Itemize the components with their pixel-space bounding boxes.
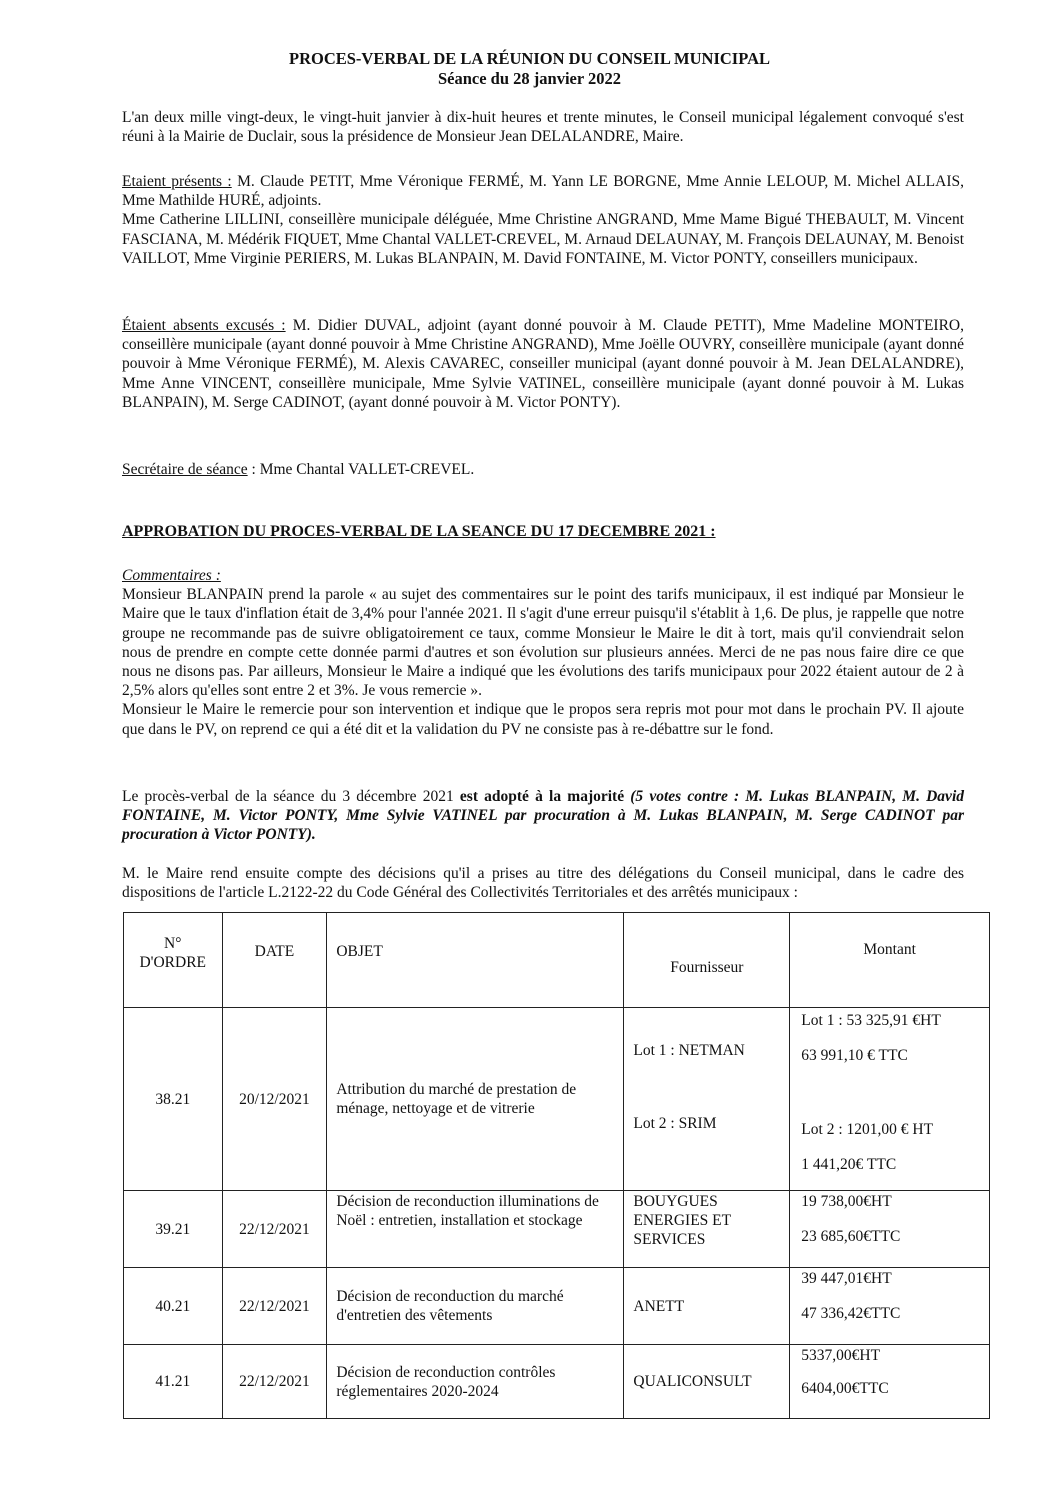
absents-paragraph [122, 316, 964, 412]
row-date: 22/12/2021 [222, 1345, 327, 1419]
row-montant: 19 738,00€HT 23 685,60€TTC [790, 1191, 990, 1268]
row-num: 40.21 [124, 1268, 223, 1345]
row-date: 22/12/2021 [222, 1191, 327, 1268]
row-fournisseur: QUALICONSULT [624, 1345, 790, 1419]
vote-paragraph [122, 787, 964, 845]
comment-blanpain: Monsieur BLANPAIN prend la parole « au sujet des commentaires sur le point des tarifs municipaux, il est indiqué par Monsieur le Maire que le taux d'inflation était de 3,4% pour l'année 2021. Il s'agit d'une erreur puisqu'il s'établit à 1,6. De plus, je rappelle que notre groupe ne recommande pas de suivre obligatoirement ce taux, comme Monsieur le Maire le dit à tort, mais qu'il conviendrait selon nous de prendre en compte cette donnée parmi d'autres et son évolution sur plusieurs années. Merci de ne pas nous faire dire ce que nous ne disons pas. Par ailleurs, Monsieur le Maire a indiqué que les évolutions des tarifs municipaux pour 2022 étaient autour de 2 à 2,5% alors qu'elles sont entre 2 et 3%. Je vous remercie ». [122, 586, 964, 700]
document-title: PROCES-VERBAL DE LA RÉUNION DU CONSEIL MUNICIPAL [288, 49, 770, 68]
presents-conseillers: Mme Catherine LILLINI, conseillère municipale déléguée, Mme Christine ANGRAND, Mme Mame Bigué THEBAULT, M. Vincent FASCIANA, M. Médérik FIQUET, Mme Chantal VALLET-CREVEL, M. Arnaud DELAUNAY, M. François DELAUNAY, M. Benoist VAILLOT, Mme Virginie PERIERS, M. Lukas BLANPAIN, M. David FONTAINE, M. Victor PONTY, conseillers municipaux. [122, 211, 964, 267]
row-objet: Décision de reconduction contrôles réglementaires 2020-2024 [327, 1345, 624, 1419]
document-subtitle: Séance du 28 janvier 2022 [437, 69, 622, 88]
secretaire-label: Secrétaire de séance [122, 461, 248, 478]
row-objet: Attribution du marché de prestation de ménage, nettoyage et de vitrerie [327, 1008, 624, 1191]
row-fournisseur: BOUYGUES ENERGIES ET SERVICES [624, 1191, 790, 1268]
row-montant: 39 447,01€HT 47 336,42€TTC [790, 1268, 990, 1345]
table-row [124, 1191, 990, 1268]
row-num: 38.21 [124, 1008, 223, 1191]
row-fournisseur: ANETT [624, 1268, 790, 1345]
table-row [124, 1268, 990, 1345]
table-header-row [124, 913, 990, 1008]
row-num: 39.21 [124, 1191, 223, 1268]
secretaire-text: : Mme Chantal VALLET-CREVEL. [247, 461, 475, 478]
header-objet: OBJET [327, 913, 624, 1008]
row-montant: Lot 1 : 53 325,91 €HT 63 991,10 € TTC Lot 2 : 1201,00 € HT 1 441,20€ TTC [790, 1008, 990, 1191]
presents-label: Etaient présents : [122, 173, 232, 190]
intro-paragraph: L'an deux mille vingt-deux, le vingt-huit janvier à dix-huit heures et trente minutes, le Conseil municipal légalement convoqué s'est réuni à la Mairie de Duclair, sous la présidence de Monsieur Jean DELALANDRE, Maire. [122, 109, 964, 146]
header-date: DATE [222, 913, 327, 1008]
secretaire-paragraph [122, 460, 964, 479]
absents-text: M. Didier DUVAL, adjoint (ayant donné pouvoir à M. Claude PETIT), Mme Madeline MONTEIRO, conseillère municipale (ayant donné pouvoir à Mme Christine ANGRAND), Mme Joëlle OUVRY, conseillère municipale (ayant donné pouvoir à Mme Véronique FERMÉ), M. Alexis CAVAREC, conseiller municipal (ayant donné pouvoir à M. Jean DELALANDRE), Mme Anne VINCENT, conseillère municipale, Mme Sylvie VATINEL, conseillère municipale (ayant donné pouvoir à M. Lukas BLANPAIN), M. Serge CADINOT, (ayant donné pouvoir à M. Victor PONTY). [122, 317, 964, 411]
presents-adjoints: M. Claude PETIT, Mme Véronique FERMÉ, M. Yann LE BORGNE, Mme Annie LELOUP, M. Michel ALLAIS, Mme Mathilde HURÉ, adjoints. [122, 173, 964, 210]
decisions-table [123, 912, 990, 1419]
row-fournisseur: Lot 1 : NETMAN Lot 2 : SRIM [624, 1008, 790, 1191]
row-objet: Décision de reconduction du marché d'entretien des vêtements [327, 1268, 624, 1345]
header-fournisseur: Fournisseur [624, 913, 790, 1008]
vote-result: est adopté à la majorité [459, 788, 625, 805]
presents-paragraph [122, 172, 964, 268]
header-num: N° D'ORDRE [124, 913, 223, 1008]
vote-pre: Le procès-verbal de la séance du 3 décembre 2021 [122, 788, 460, 805]
row-date: 22/12/2021 [222, 1268, 327, 1345]
comments-label: Commentaires : [122, 567, 221, 584]
comments-block [122, 566, 964, 739]
row-montant: 5337,00€HT 6404,00€TTC [790, 1345, 990, 1419]
row-num: 41.21 [124, 1345, 223, 1419]
decisions-intro: M. le Maire rend ensuite compte des décisions qu'il a prises au titre des délégations du Conseil municipal, dans le cadre des dispositions de l'article L.2122-22 du Code Général des Collectivités Territoriales et des arrêtés municipaux : [122, 865, 964, 902]
table-row [124, 1008, 990, 1191]
vote-details: (5 votes contre : M. Lukas BLANPAIN, M. David FONTAINE, M. Victor PONTY, Mme Sylvie VATINEL par procuration à M. Lukas BLANPAIN, M. Serge CADINOT par procuration à Victor PONTY). [122, 788, 964, 844]
table-row [124, 1345, 990, 1419]
row-date: 20/12/2021 [222, 1008, 327, 1191]
row-objet: Décision de reconduction illuminations de Noël : entretien, installation et stockage [327, 1191, 624, 1268]
absents-label: Étaient absents excusés : [122, 317, 286, 334]
comment-maire: Monsieur le Maire le remercie pour son intervention et indique que le propos sera repris mot pour mot dans le prochain PV. Il ajoute que dans le PV, on reprend ce qui a été dit et la validation du PV ne consiste pas à re-débattre sur le fond. [122, 701, 964, 738]
header-montant: Montant [790, 913, 990, 1008]
approbation-heading: APPROBATION DU PROCES-VERBAL DE LA SEANCE DU 17 DECEMBRE 2021 : [122, 523, 716, 540]
